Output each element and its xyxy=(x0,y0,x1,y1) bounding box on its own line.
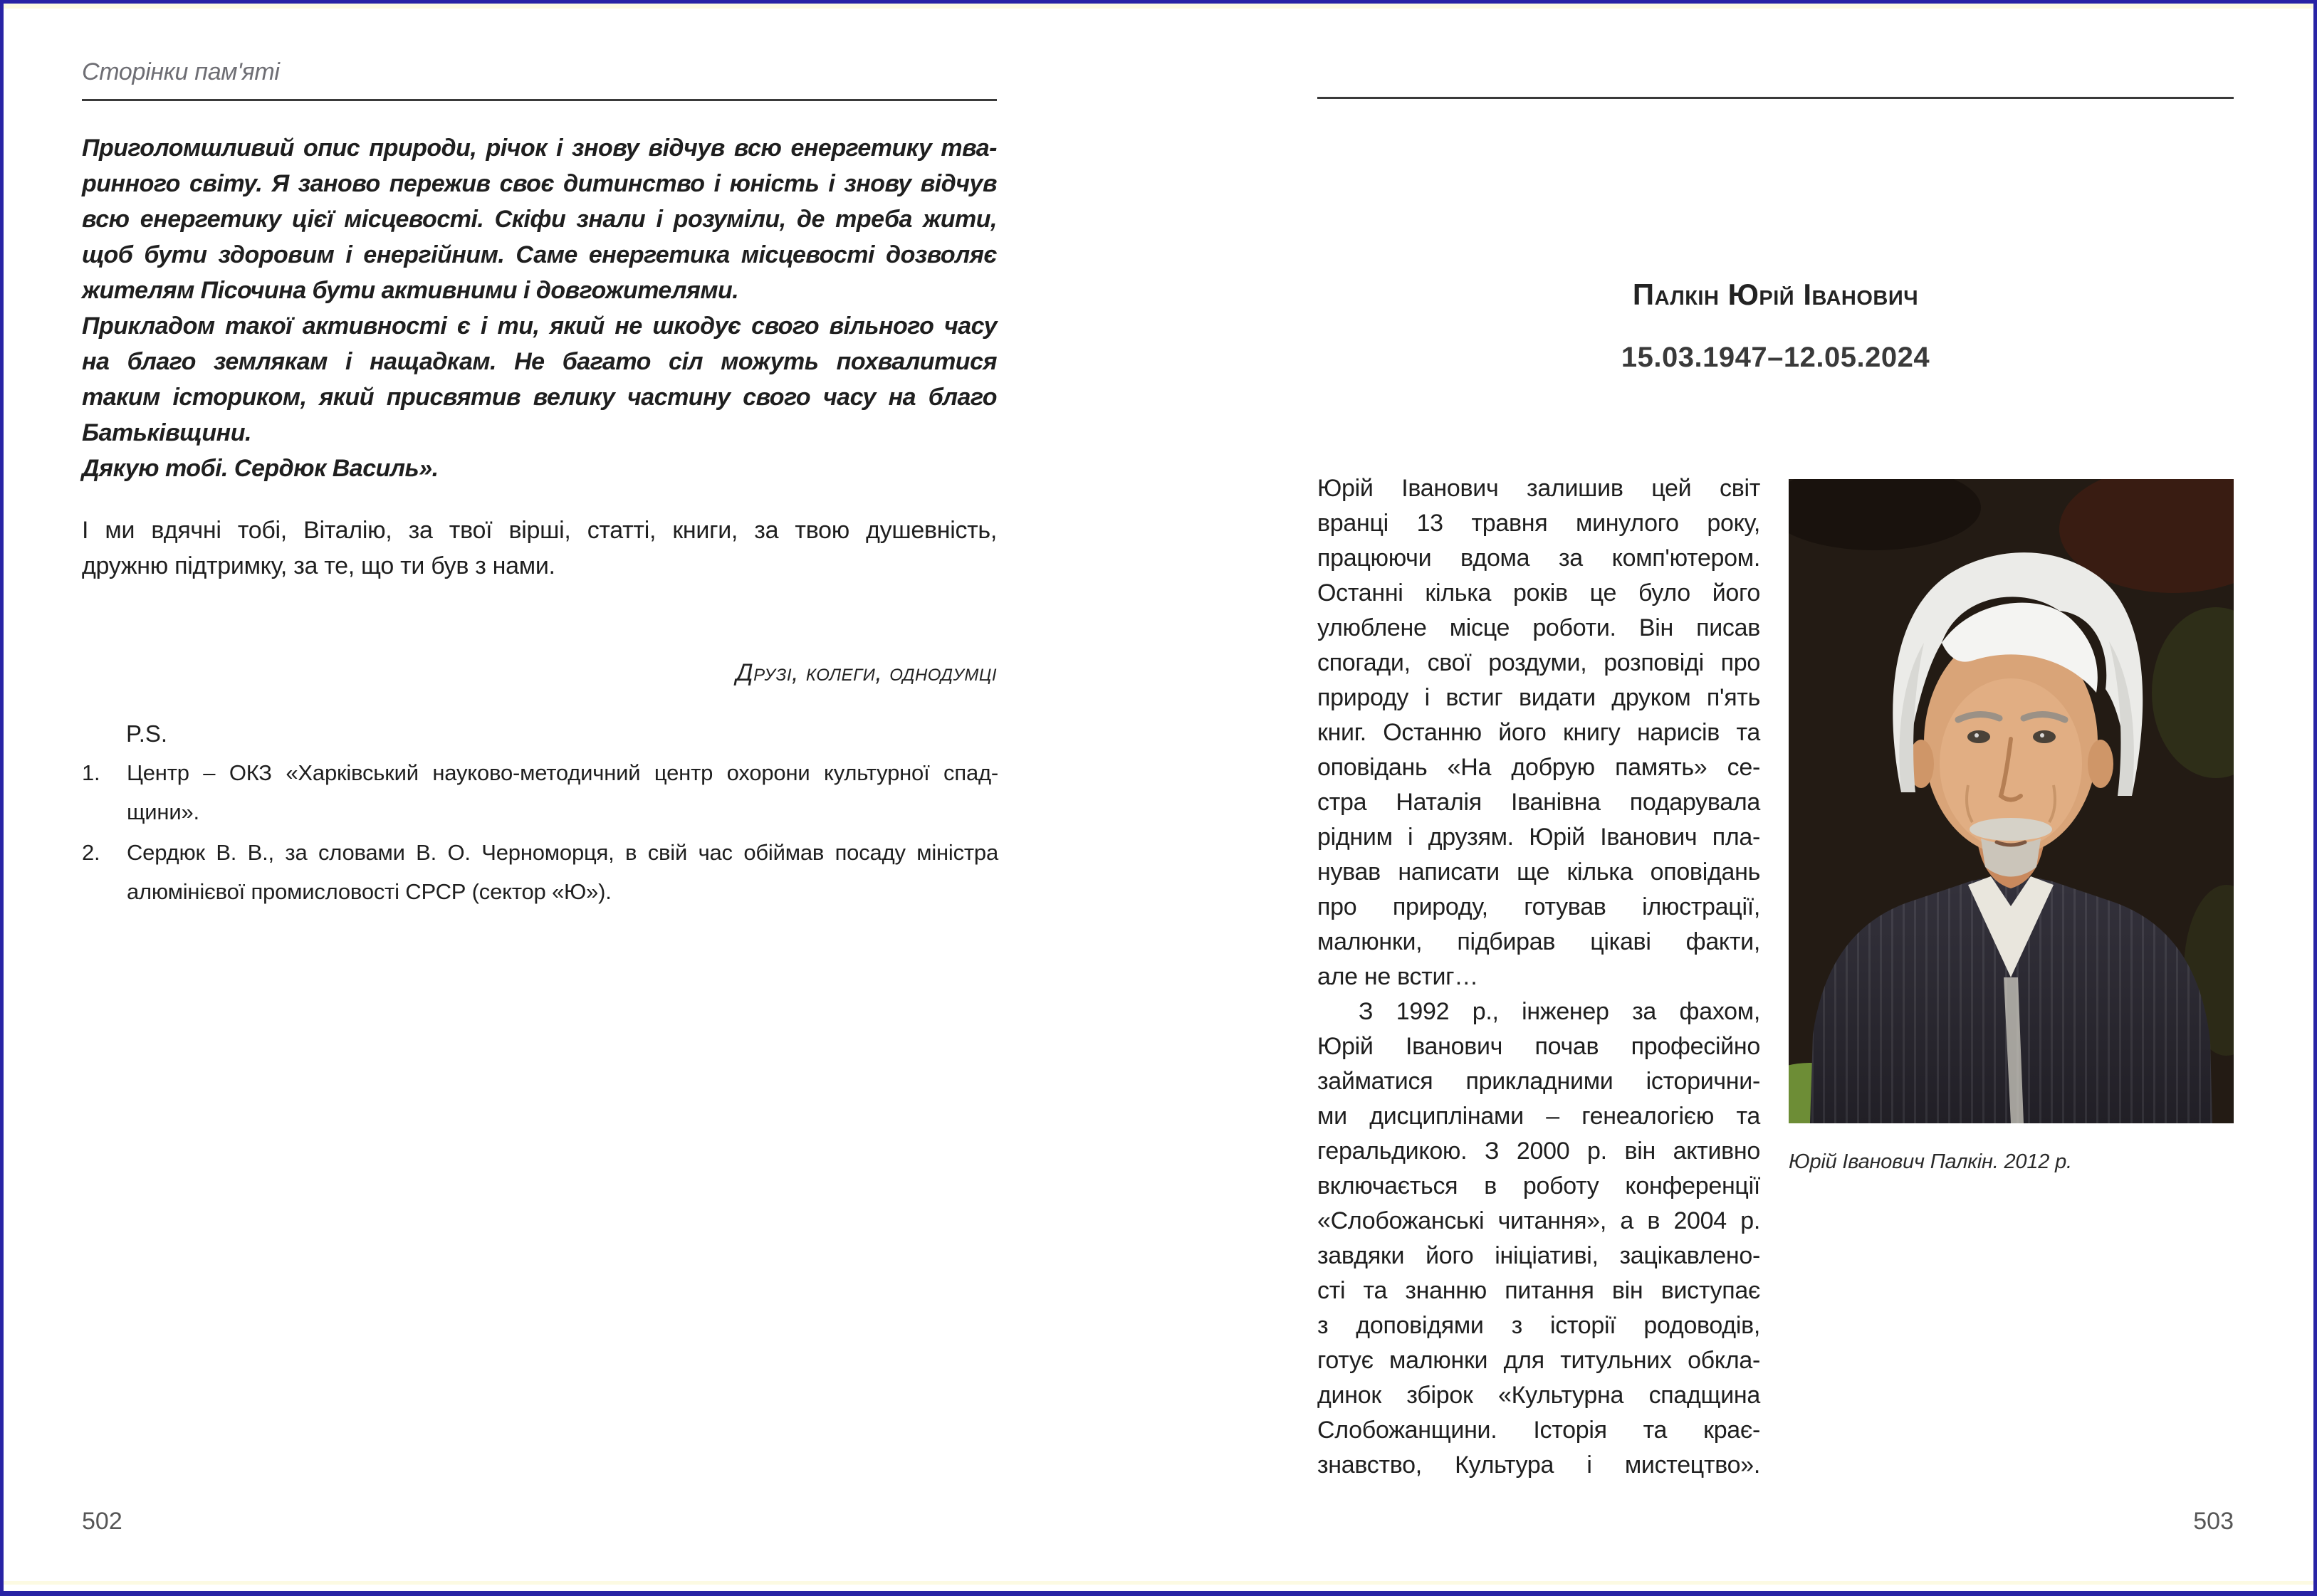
text-line: улюблене місце роботи. Він писав xyxy=(1317,614,1760,641)
text-line: включається в роботу конференції xyxy=(1317,1172,1760,1199)
text-line: нував написати ще кілька оповідань xyxy=(1317,859,1760,886)
frame-bottom-bar xyxy=(0,1591,2317,1596)
memorial-dates: 15.03.1947–12.05.2024 xyxy=(1621,342,1930,373)
text-line: завдяки його ініціативі, зацікавлено- xyxy=(1317,1242,1760,1269)
text-line: Юрій Іванович почав професійно xyxy=(1317,1033,1760,1060)
text-line: алюмінієвої промисловості СРСР (сектор «Ю»). xyxy=(127,879,612,904)
header-rule-left xyxy=(82,99,997,101)
obituary-paragraph-1 xyxy=(1317,471,1760,994)
memorial-quote xyxy=(82,130,997,486)
footnote-2 xyxy=(82,833,998,911)
header-rule-right xyxy=(1317,97,2234,99)
text-line: щоб бути здоровим і енергійним. Саме енергетика місцевості дозволяє xyxy=(82,241,997,268)
text-line: Слобожанщини. Історія та крає- xyxy=(1317,1417,1760,1444)
ps-label: P.S. xyxy=(126,720,168,747)
text-line: Дякую тобі. Сердюк Василь». xyxy=(82,455,439,482)
memorial-title: Палкін Юрій Іванович xyxy=(1632,278,1919,311)
text-line: Приголомшливий опис природи, річок і знову відчув всю енергетику тва- xyxy=(82,135,997,162)
text-line: природу і встиг видати друком п'ять xyxy=(1317,684,1760,711)
text-line: Центр – ОКЗ «Харківський науково-методичний центр охорони культурної спад- xyxy=(127,760,998,785)
frame-accent-bottom xyxy=(4,1581,2313,1585)
text-line: працюючи вдома за комп'ютером. xyxy=(1317,545,1760,572)
text-line: Прикладом такої активності є і ти, який не шкодує свого вільного часу xyxy=(82,313,997,340)
text-line: таким істориком, який присвятив велику частину свого часу на благо xyxy=(82,384,997,411)
text-line: Батьківщини. xyxy=(82,419,251,446)
page-number-right: 503 xyxy=(2193,1508,2234,1535)
text-line: щини». xyxy=(127,799,199,824)
text-line: динок збірок «Культурна спадщина xyxy=(1317,1382,1760,1409)
text-line: ми дисциплінами – генеалогією та xyxy=(1317,1103,1760,1130)
quote-paragraph-1 xyxy=(82,130,997,308)
portrait-photo-graphic xyxy=(1789,479,2234,1123)
footnote-2-number: 2. xyxy=(82,840,100,865)
text-line: про природу, готував ілюстрації, xyxy=(1317,893,1760,920)
text-line: з доповідями з історії родоводів, xyxy=(1317,1312,1760,1339)
text-line: вранці 13 травня минулого року, xyxy=(1317,510,1760,537)
text-line: геральдикою. З 2000 р. він активно xyxy=(1317,1138,1760,1165)
text-line: спогади, свої роздуми, розповіді про xyxy=(1317,649,1760,676)
footnote-2-text xyxy=(127,833,998,911)
text-line: книг. Останню його книгу нарисів та xyxy=(1317,719,1760,746)
text-line: З 1992 р., інженер за фахом, xyxy=(1359,998,1760,1025)
page-number-left: 502 xyxy=(82,1508,122,1535)
text-line: на благо землякам і нащадкам. Не багато сіл можуть похвалитися xyxy=(82,348,997,375)
running-header: Сторінки пам'яті xyxy=(82,58,280,85)
footnote-1-text xyxy=(127,753,998,831)
footnote-1-number: 1. xyxy=(82,760,100,785)
portrait-photo xyxy=(1789,479,2234,1123)
text-line: І ми вдячні тобі, Віталію, за твої вірші, статті, книги, за твою душевність, xyxy=(82,517,997,544)
text-line: але не встиг… xyxy=(1317,963,1478,990)
text-line: Сердюк В. В., за словами В. О. Черноморця, в свій час обіймав посаду міністра xyxy=(127,840,998,865)
text-line: ринного світу. Я заново пережив своє дитинство і юність і знову відчув xyxy=(82,170,997,197)
text-line: малюнки, підбирав цікаві факти, xyxy=(1317,928,1760,955)
text-line: сті та знанню питання він виступає xyxy=(1317,1277,1760,1304)
quote-paragraph-2 xyxy=(82,308,997,486)
gratitude-paragraph xyxy=(82,513,997,584)
obituary-paragraph-2 xyxy=(1317,994,1760,1483)
text-line: оповідань «На добрую память» се- xyxy=(1317,754,1760,781)
photo-caption: Юрій Іванович Палкін. 2012 р. xyxy=(1789,1150,2072,1173)
obituary-text xyxy=(1317,471,1760,1483)
text-line: жителям Пісочина бути активними і довгожителями. xyxy=(82,277,739,304)
text-line: готує малюнки для титульних обкла- xyxy=(1317,1347,1760,1374)
text-line: Юрій Іванович залишив цей світ xyxy=(1317,475,1760,502)
text-line: знавство, Культура і мистецтво». xyxy=(1317,1451,1760,1479)
text-line: займатися прикладними історични- xyxy=(1317,1068,1760,1095)
frame-accent-top xyxy=(4,4,2313,9)
text-line: «Слобожанські читання», а в 2004 р. xyxy=(1317,1207,1760,1234)
text-line: Останні кілька років це було його xyxy=(1317,579,1760,607)
text-line: рідним і друзям. Юрій Іванович пла- xyxy=(1317,824,1760,851)
text-line: всю енергетику цієї місцевості. Скіфи знали і розуміли, де треба жити, xyxy=(82,206,997,233)
text-line: дружню підтримку, за те, що ти був з нами. xyxy=(82,552,555,579)
footnote-1 xyxy=(82,753,998,831)
signature-line: Друзі, колеги, однодумці xyxy=(736,659,997,686)
text-line: стра Наталія Іванівна подарувала xyxy=(1317,789,1760,816)
